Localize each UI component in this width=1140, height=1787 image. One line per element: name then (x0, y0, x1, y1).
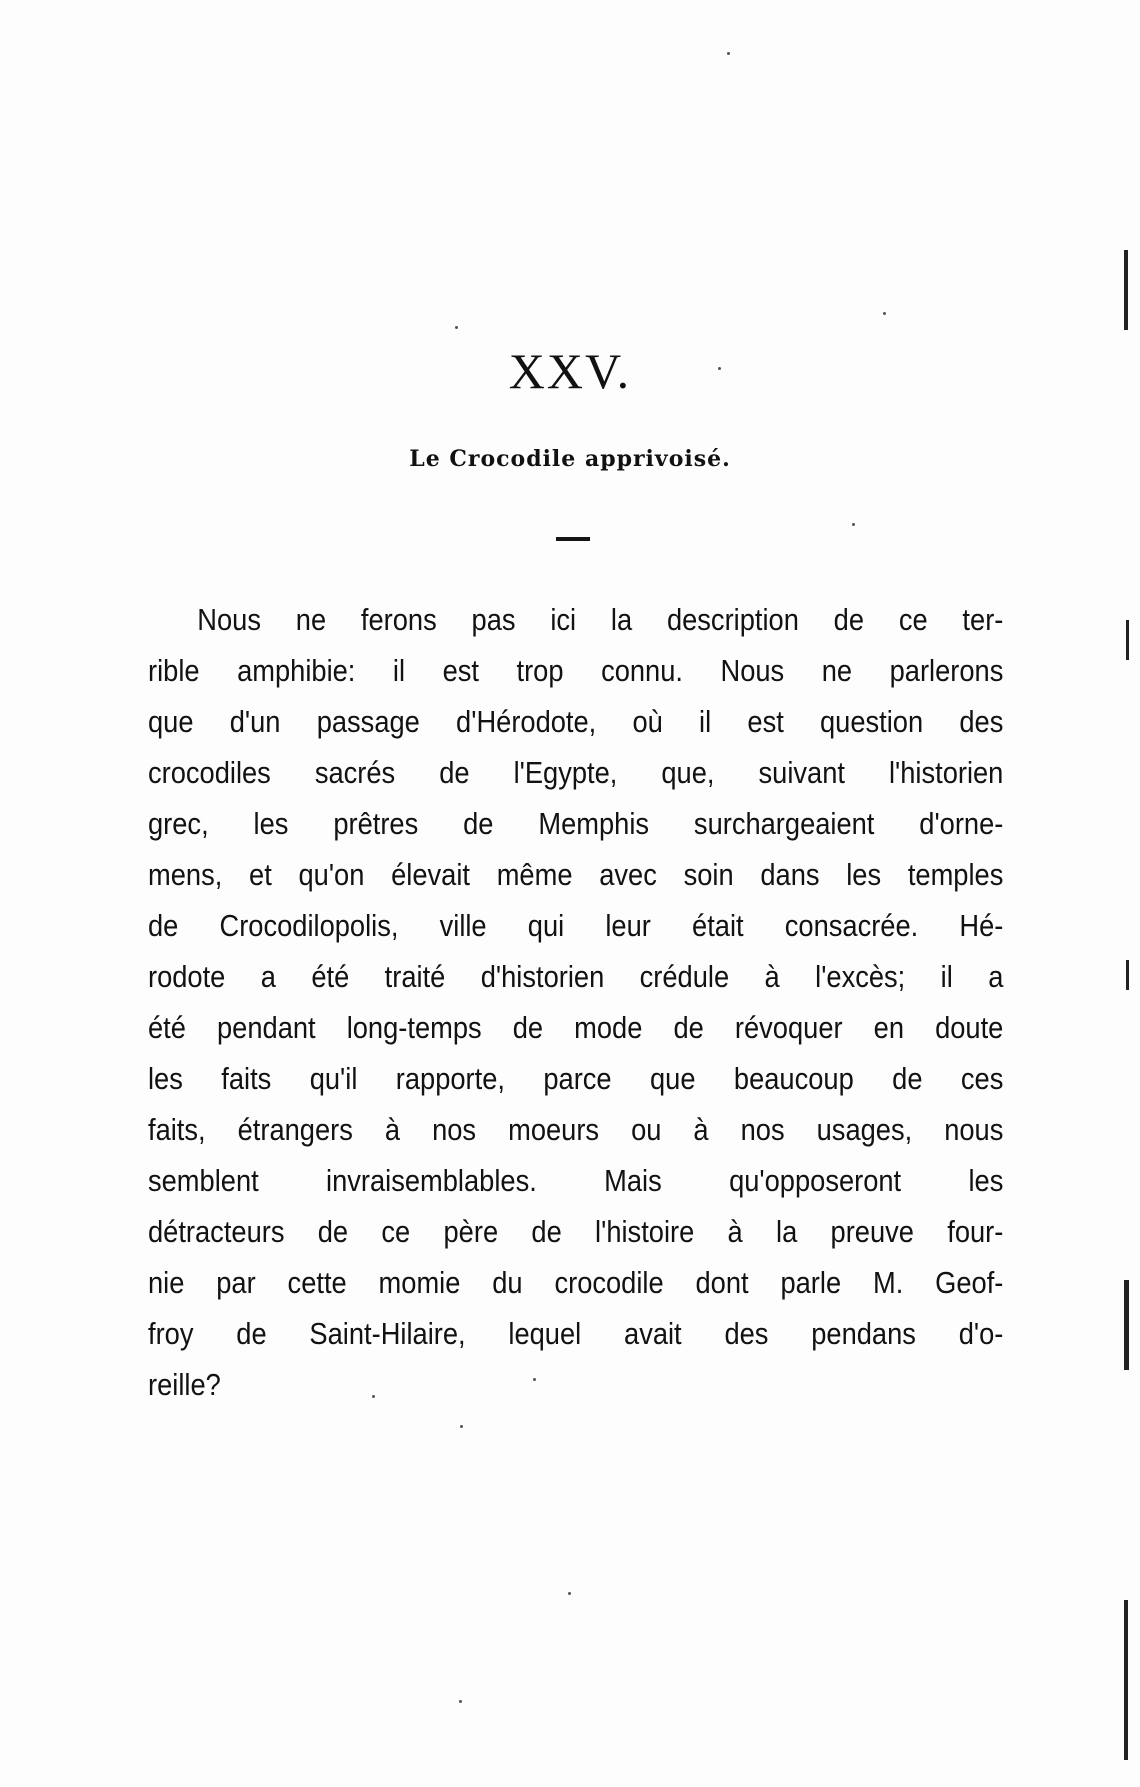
scan-speck (718, 367, 721, 370)
text-line: grec, les prêtres de Memphis surchargeaient d'orne- (148, 806, 1004, 841)
scan-speck (459, 1700, 462, 1703)
text-line: de Crocodilopolis, ville qui leur était consacrée. Hé- (148, 908, 1004, 943)
scan-speck (727, 52, 730, 55)
body-paragraph (148, 594, 1004, 1410)
text-line: nie par cette momie du crocodile dont parle M. Geof- (148, 1265, 1004, 1300)
text-line: reille? (148, 1367, 221, 1402)
text-line: rodote a été traité d'historien crédule à l'excès; il a (148, 959, 1004, 994)
scan-edge-mark (1124, 1600, 1128, 1760)
scan-speck (883, 312, 886, 315)
scan-edge-mark (1126, 960, 1129, 990)
chapter-title: Le Crocodile apprivoisé. (409, 446, 731, 472)
scan-speck (533, 1378, 536, 1381)
section-dash (556, 537, 590, 541)
scan-edge-mark (1124, 250, 1128, 330)
text-line: les faits qu'il rapporte, parce que beaucoup de ces (148, 1061, 1004, 1096)
text-line: que d'un passage d'Hérodote, où il est question des (148, 704, 1004, 739)
chapter-number: XXV. (508, 343, 632, 399)
scan-speck (372, 1395, 375, 1398)
text-line: été pendant long-temps de mode de révoquer en doute (148, 1010, 1004, 1045)
text-line: mens, et qu'on élevait même avec soin dans les temples (148, 857, 1004, 892)
text-line: crocodiles sacrés de l'Egypte, que, suivant l'historien (148, 755, 1004, 790)
scan-speck (460, 1425, 463, 1428)
text-line: Nous ne ferons pas ici la description de ce ter- (197, 602, 1004, 637)
scan-speck (568, 1592, 571, 1595)
text-line: faits, étrangers à nos moeurs ou à nos usages, nous (148, 1112, 1004, 1147)
text-line: détracteurs de ce père de l'histoire à la preuve four- (148, 1214, 1004, 1249)
scan-edge-mark (1124, 1280, 1129, 1370)
scan-edge-mark (1126, 620, 1129, 660)
scan-speck (852, 523, 855, 526)
scan-speck (455, 326, 458, 329)
text-line: rible amphibie: il est trop connu. Nous ne parlerons (148, 653, 1004, 688)
text-line: semblent invraisemblables. Mais qu'opposeront les (148, 1163, 1004, 1198)
text-line: froy de Saint-Hilaire, lequel avait des pendans d'o- (148, 1316, 1004, 1351)
